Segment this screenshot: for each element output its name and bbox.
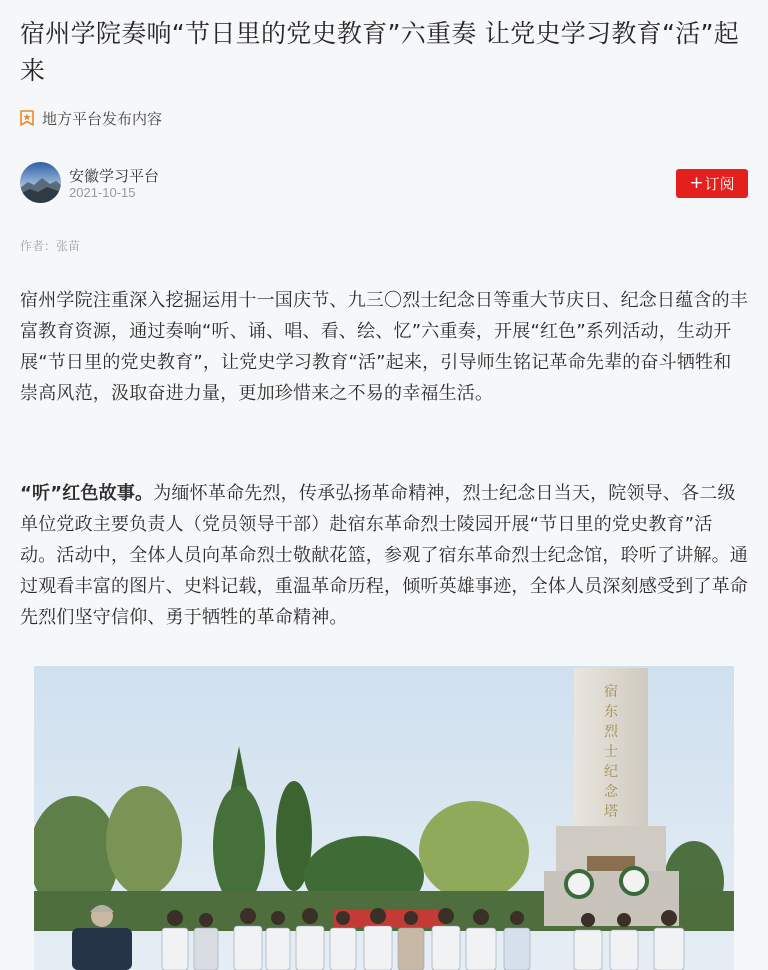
article-paragraph-1: 宿州学院注重深入挖掘运用十一国庆节、九三〇烈士纪念日等重大节庆日、纪念日蕴含的丰富教育资源，通过奏响“听、诵、唱、看、绘、忆”六重奏，开展“红色”系列活动，生动开展“节日里的党史教育”，让党史学习教育“活”起来，引导师生铭记革命先辈的奋斗牺牲和崇高风范，汲取奋进力量，更加珍惜来之不易的幸福生活。 [20,290,748,404]
monument-inscription: 宿东烈士纪念塔 [604,684,618,820]
publisher-avatar[interactable] [20,162,61,203]
author-byline: 作者：张苗 [20,239,81,253]
article-paragraph-2 [20,478,748,633]
article-title: 宿州学院奏响“节日里的党史教育”六重奏 让党史学习教育“活”起来 [20,19,740,85]
publish-date: 2021-10-15 [69,185,136,200]
paragraph-2-body: 为缅怀革命先烈，传承弘扬革命精神，烈士纪念日当天，院领导、各二级单位党政主要负责人（党员领导干部）赴宿东革命烈士陵园开展“节日里的党史教育”活动。活动中，全体人员向革命烈士敬献花篮，参观了宿东革命烈士纪念馆，聆听了讲解。通过观看丰富的图片、史料记载，重温革命历程，倾听英雄事迹，全体人员深刻感受到了革命先烈们坚守信仰、勇于牺牲的革命精神。 [20,483,748,628]
memorial-ceremony-photo [34,666,734,970]
article-photo[interactable] [34,666,734,970]
subscribe-button[interactable] [676,169,748,198]
mountain-landscape-avatar [20,162,61,203]
ribbon-star-icon [20,110,34,126]
source-tag [20,108,162,128]
plus-icon: + [689,173,704,193]
source-label: 地方平台发布内容 [42,109,163,128]
publisher-name[interactable]: 安徽学习平台 [69,167,160,185]
subscribe-label: 订阅 [704,175,735,193]
paragraph-2-lead: “听”红色故事。 [20,483,154,504]
publisher-info [20,162,748,204]
